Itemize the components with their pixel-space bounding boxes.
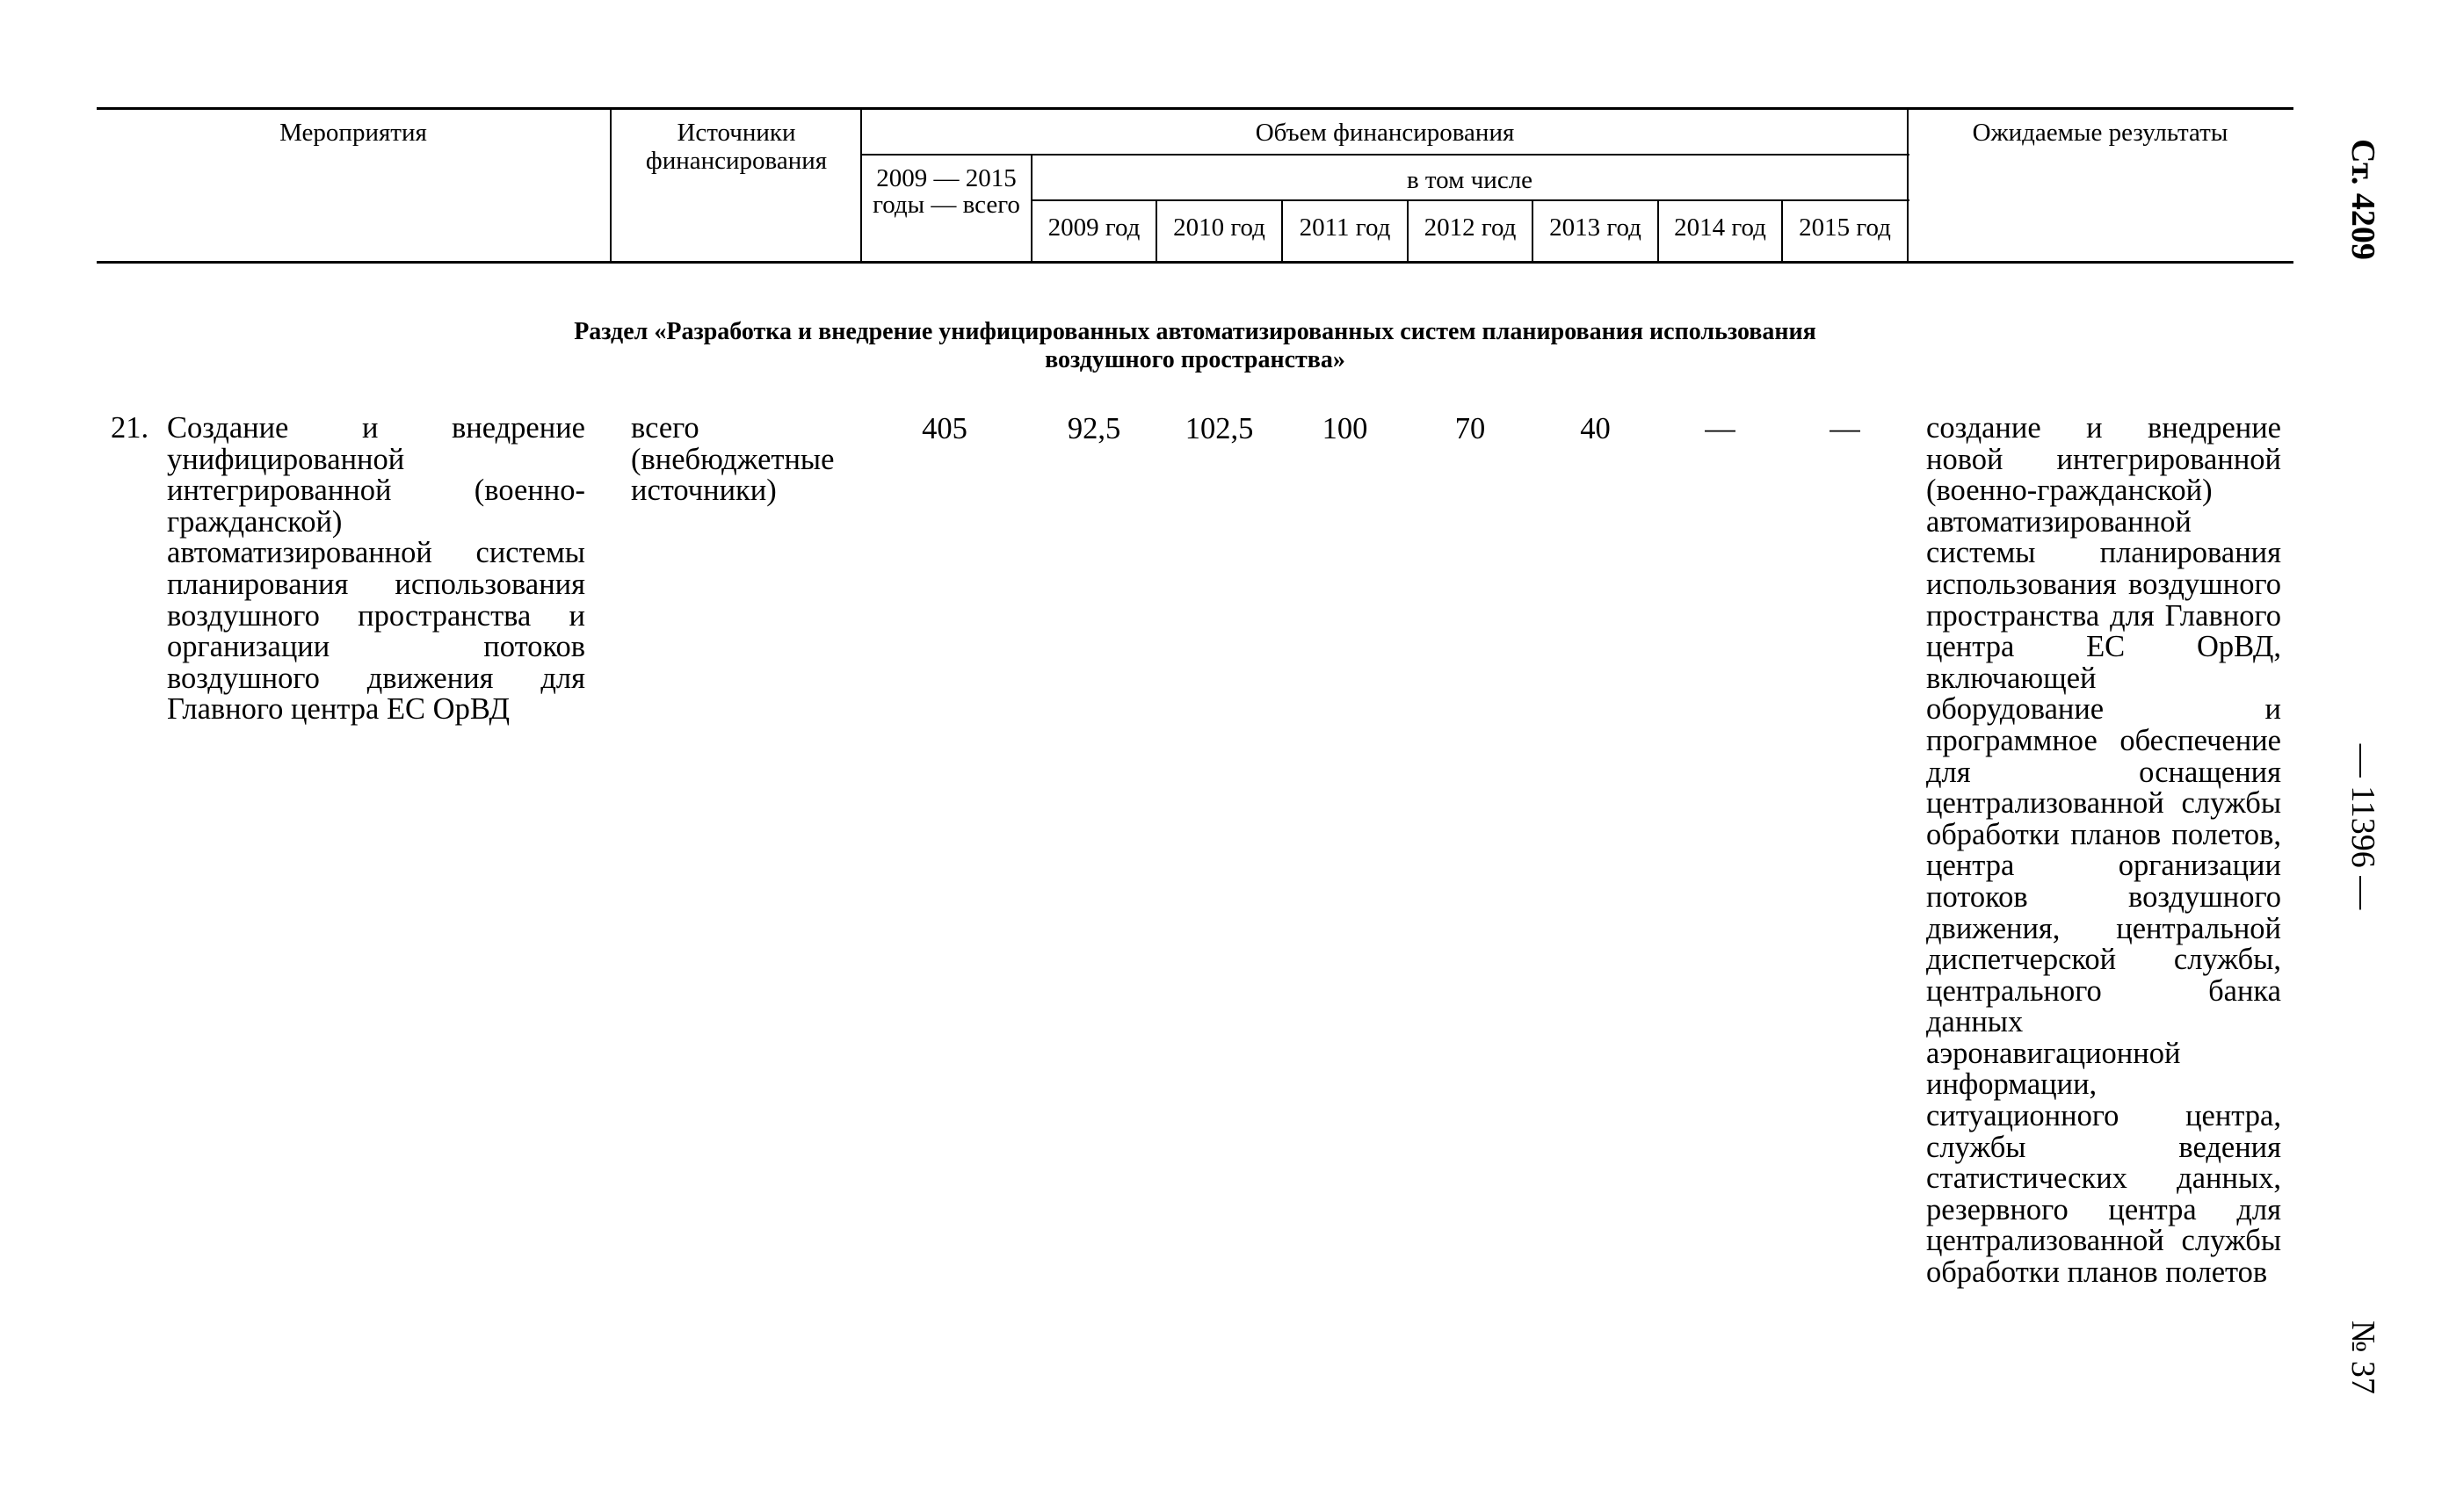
value-2011: 100	[1322, 412, 1368, 445]
header-sources: Источники финансирования	[645, 119, 828, 175]
header-year-2012: 2012 год	[1424, 213, 1517, 242]
value-2015: —	[1830, 412, 1860, 445]
row-number: 21.	[111, 411, 149, 445]
article-label: Ст. 4209	[2344, 139, 2381, 260]
including-rule	[1032, 199, 1909, 201]
funding-rule	[862, 154, 1909, 156]
value-2010: 102,5	[1185, 412, 1254, 445]
page-number-label: — 11396 —	[2344, 743, 2381, 910]
issue-label: № 37	[2344, 1320, 2381, 1394]
value-2014: —	[1705, 412, 1735, 445]
value-2012: 70	[1454, 412, 1486, 445]
value-2009: 92,5	[1067, 412, 1121, 445]
value-2013: 40	[1580, 412, 1611, 445]
source-text: всего (внебюджетные источники)	[631, 411, 835, 508]
total-value: 405	[922, 412, 967, 445]
header-year-2011: 2011 год	[1299, 213, 1391, 242]
header-funding-volume: Объем финансирования	[1255, 119, 1515, 147]
header-including: в том числе	[1406, 166, 1533, 194]
header-expected-results: Ожидаемые результаты	[1972, 119, 2228, 147]
header-measures: Мероприятия	[279, 119, 427, 147]
header-year-2013: 2013 год	[1549, 213, 1641, 242]
table-top-rule	[97, 107, 2293, 110]
header-total-period: 2009 — 2015 годы — всего	[873, 164, 1020, 219]
header-year-2015: 2015 год	[1799, 213, 1891, 242]
header-year-2010: 2010 год	[1173, 213, 1265, 242]
col-divider-1	[610, 107, 612, 262]
header-year-2014: 2014 год	[1674, 213, 1766, 242]
measure-text: Создание и внедрение унифицированной интегрированной (военно-гражданской) автоматизированной системы планирования использования воздушного пространства и организации потоков воздушного движения для Главного центра ЕС ОрВД	[167, 411, 585, 727]
table-header-bottom-rule	[97, 261, 2293, 264]
expected-result-text: создание и внедрение новой интегрированной (военно-гражданской) автоматизированной системы планирования использования воздушного пространства для Главного центра ЕС ОрВД, включающей оборудование и программное обеспечение для оснащения централизованной службы обработки планов полетов, центра организации потоков воздушного движения, центральной диспетчерской службы, центрального банка данных аэронавигационной информации, ситуационного центра, службы ведения статистических данных, резервного центра для централизованной службы обработки планов полетов	[1926, 411, 2281, 1290]
header-year-2009: 2009 год	[1047, 213, 1141, 242]
section-title: Раздел «Разработка и внедрение унифицированных автоматизированных систем планирования использования воздушного пространства»	[574, 318, 1816, 373]
